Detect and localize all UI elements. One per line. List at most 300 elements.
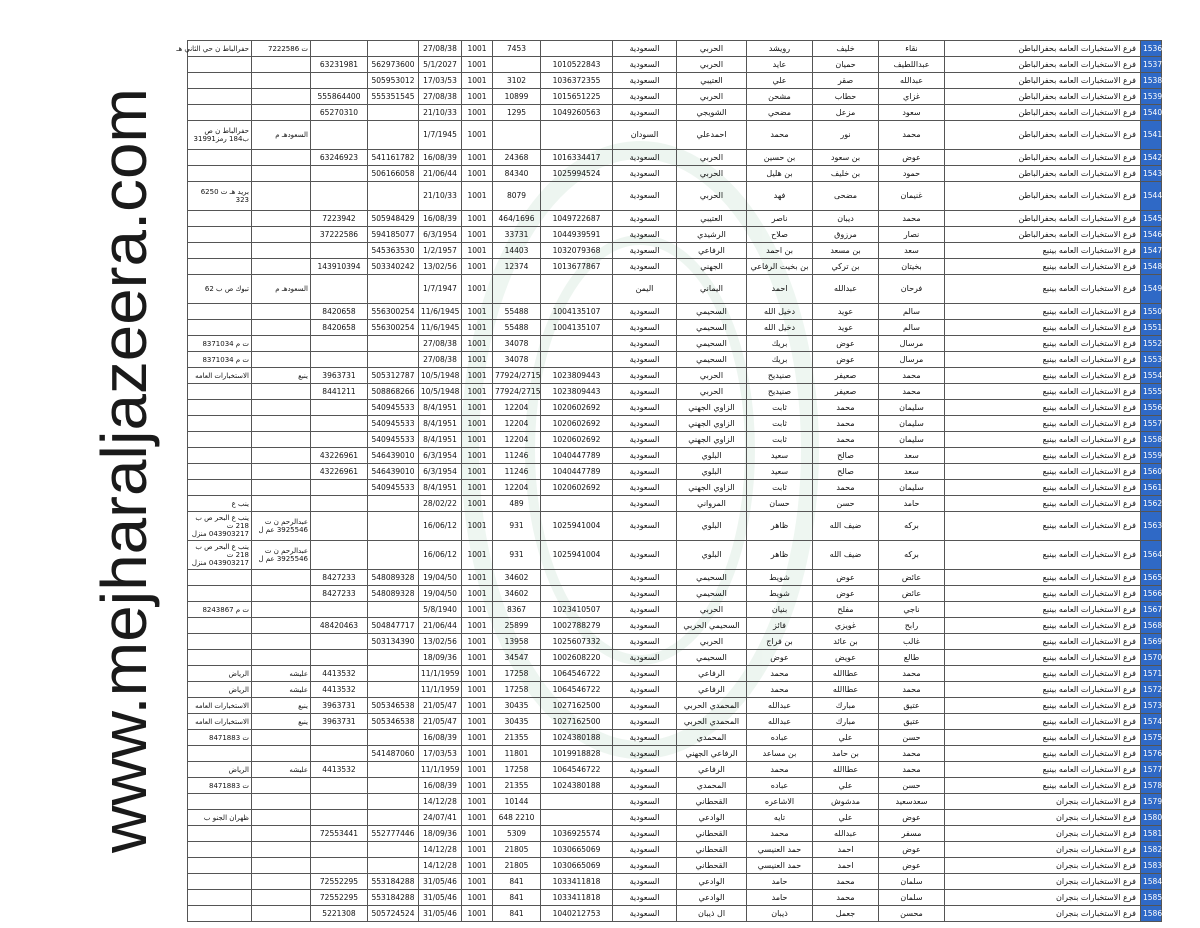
cell-f2: 1001: [462, 448, 493, 464]
cell-n: 1560: [1141, 464, 1162, 480]
cell-f1: 21355: [493, 778, 541, 794]
cell-branch: فرع الاستخبارات العامه بينبع: [945, 541, 1141, 570]
cell-f2: 1001: [462, 259, 493, 275]
cell-name3: عباده: [747, 778, 813, 794]
cell-p2: 63231981: [311, 57, 368, 73]
cell-n: 1584: [1141, 874, 1162, 890]
cell-name1: مرسال: [879, 352, 945, 368]
cell-p1: 508868266: [368, 384, 419, 400]
cell-p1: 545363530: [368, 243, 419, 259]
cell-n: 1580: [1141, 810, 1162, 826]
cell-n: 1558: [1141, 432, 1162, 448]
cell-id: 1023809443: [541, 384, 613, 400]
cell-f2: 1001: [462, 211, 493, 227]
cell-c2: [188, 105, 252, 121]
cell-n: 1557: [1141, 416, 1162, 432]
cell-c1: [252, 150, 311, 166]
cell-branch: فرع الاستخبارات بنجران: [945, 842, 1141, 858]
cell-f2: 1001: [462, 762, 493, 778]
cell-c1: السعودهـ م: [252, 121, 311, 150]
cell-f2: 1001: [462, 826, 493, 842]
table-row: [188, 762, 1162, 778]
cell-n: 1550: [1141, 304, 1162, 320]
cell-f2: 1001: [462, 842, 493, 858]
cell-branch: فرع الاستخبارات العامه بينبع: [945, 730, 1141, 746]
cell-c2: ظهران الجنو ب: [188, 810, 252, 826]
cell-nat: السعودية: [613, 41, 677, 57]
cell-name1: حسن: [879, 778, 945, 794]
cell-p1: 505312787: [368, 368, 419, 384]
cell-name1: عتيق: [879, 714, 945, 730]
cell-name1: فرحان: [879, 275, 945, 304]
cell-id: [541, 336, 613, 352]
cell-c2: الرياض: [188, 666, 252, 682]
cell-name1: سعد: [879, 448, 945, 464]
cell-name1: عتيق: [879, 698, 945, 714]
cell-name1: سعدسعيد: [879, 794, 945, 810]
cell-p1: [368, 650, 419, 666]
cell-nat: السعودية: [613, 336, 677, 352]
cell-date: 14/12/28: [419, 858, 462, 874]
cell-id: [541, 810, 613, 826]
cell-c2: [188, 480, 252, 496]
cell-c1: [252, 416, 311, 432]
cell-date: 31/05/46: [419, 906, 462, 922]
cell-p1: [368, 666, 419, 682]
table-row: [188, 368, 1162, 384]
cell-name1: غنيمان: [879, 182, 945, 211]
cell-f2: 1001: [462, 150, 493, 166]
cell-f2: 1001: [462, 874, 493, 890]
cell-p1: 505948429: [368, 211, 419, 227]
cell-name3: بريك: [747, 352, 813, 368]
cell-n: 1577: [1141, 762, 1162, 778]
cell-p1: 503134390: [368, 634, 419, 650]
cell-f1: 11246: [493, 464, 541, 480]
cell-c1: [252, 336, 311, 352]
cell-name1: سعود: [879, 105, 945, 121]
cell-f1: 77924/2715: [493, 384, 541, 400]
cell-p1: 556300254: [368, 320, 419, 336]
cell-branch: فرع الاستخبارات العامه بينبع: [945, 714, 1141, 730]
cell-branch: فرع الاستخبارات العامه بينبع: [945, 634, 1141, 650]
cell-c1: ينبع: [252, 698, 311, 714]
cell-id: 1033411818: [541, 890, 613, 906]
cell-c1: [252, 826, 311, 842]
cell-p2: 43226961: [311, 464, 368, 480]
cell-branch: فرع الاستخبارات العامه بينبع: [945, 650, 1141, 666]
cell-name3: علي: [747, 73, 813, 89]
cell-nat: السعودية: [613, 682, 677, 698]
table-row: [188, 41, 1162, 57]
cell-nat: السعودية: [613, 586, 677, 602]
cell-p1: 562973600: [368, 57, 419, 73]
cell-f2: 1001: [462, 714, 493, 730]
cell-c2: الاستخبارات العامه: [188, 368, 252, 384]
cell-name1: عائض: [879, 570, 945, 586]
cell-f2: 1001: [462, 105, 493, 121]
cell-date: 19/04/50: [419, 570, 462, 586]
cell-family: الحربي: [677, 634, 747, 650]
cell-date: 1/7/1945: [419, 121, 462, 150]
cell-name1: عبداللطيف: [879, 57, 945, 73]
cell-name1: سلمان: [879, 874, 945, 890]
cell-family: الجهني: [677, 259, 747, 275]
cell-nat: السعودية: [613, 352, 677, 368]
cell-name1: سليمان: [879, 416, 945, 432]
cell-c1: ينبع: [252, 714, 311, 730]
cell-name1: سالم: [879, 320, 945, 336]
cell-name2: عويد: [813, 320, 879, 336]
cell-branch: فرع الاستخبارات العامه بينبع: [945, 352, 1141, 368]
cell-p1: [368, 275, 419, 304]
cell-family: الحربي: [677, 602, 747, 618]
cell-name3: عوض: [747, 650, 813, 666]
cell-family: البلوي: [677, 541, 747, 570]
cell-branch: فرع الاستخبارات العامه بينبع: [945, 570, 1141, 586]
cell-f2: 1001: [462, 57, 493, 73]
cell-n: 1585: [1141, 890, 1162, 906]
cell-f1: 648 2210: [493, 810, 541, 826]
cell-f2: 1001: [462, 166, 493, 182]
cell-name1: محمد: [879, 211, 945, 227]
cell-f1: 17258: [493, 762, 541, 778]
cell-family: الزاوي الجهني: [677, 416, 747, 432]
cell-p1: 540945533: [368, 416, 419, 432]
cell-name3: محمد: [747, 762, 813, 778]
cell-c1: عبدالرحم ن ت 3925546 عم ل: [252, 541, 311, 570]
cell-nat: السعودية: [613, 182, 677, 211]
cell-c1: [252, 304, 311, 320]
cell-family: السحيمي: [677, 650, 747, 666]
cell-c1: [252, 746, 311, 762]
cell-family: الرشيدي: [677, 227, 747, 243]
cell-nat: السعودية: [613, 259, 677, 275]
cell-date: 16/06/12: [419, 541, 462, 570]
cell-id: 1019918828: [541, 746, 613, 762]
cell-p2: 43226961: [311, 448, 368, 464]
cell-date: 8/4/1951: [419, 416, 462, 432]
cell-family: الحربي: [677, 89, 747, 105]
cell-name1: محمد: [879, 368, 945, 384]
cell-name2: محمد: [813, 432, 879, 448]
cell-nat: السودان: [613, 121, 677, 150]
cell-nat: السعودية: [613, 634, 677, 650]
cell-n: 1555: [1141, 384, 1162, 400]
cell-branch: فرع الاستخبارات بنجران: [945, 906, 1141, 922]
cell-c2: [188, 89, 252, 105]
cell-c2: الرياض: [188, 682, 252, 698]
cell-family: الوادعي: [677, 810, 747, 826]
cell-f2: 1001: [462, 778, 493, 794]
cell-name3: احمد: [747, 275, 813, 304]
table-row: [188, 304, 1162, 320]
cell-date: 6/3/1954: [419, 227, 462, 243]
cell-c1: [252, 166, 311, 182]
cell-name3: حامد: [747, 874, 813, 890]
cell-p2: 72552295: [311, 874, 368, 890]
cell-p2: [311, 810, 368, 826]
cell-n: 1541: [1141, 121, 1162, 150]
cell-name1: طالع: [879, 650, 945, 666]
cell-n: 1536: [1141, 41, 1162, 57]
cell-family: الرفاعي: [677, 243, 747, 259]
records-sheet: [176, 40, 1163, 922]
cell-c1: [252, 243, 311, 259]
cell-name1: بخيتان: [879, 259, 945, 275]
cell-n: 1564: [1141, 541, 1162, 570]
cell-f2: 1001: [462, 41, 493, 57]
cell-n: 1551: [1141, 320, 1162, 336]
cell-family: ال ذيبان: [677, 906, 747, 922]
cell-date: 1/2/1957: [419, 243, 462, 259]
cell-name2: علي: [813, 778, 879, 794]
cell-n: 1572: [1141, 682, 1162, 698]
cell-date: 16/08/39: [419, 730, 462, 746]
cell-name3: صنيديح: [747, 384, 813, 400]
cell-family: الرفاعي الجهني: [677, 746, 747, 762]
cell-nat: السعودية: [613, 650, 677, 666]
cell-name3: دخيل الله: [747, 320, 813, 336]
cell-date: 28/02/22: [419, 496, 462, 512]
cell-id: 1044939591: [541, 227, 613, 243]
cell-f1: 8367: [493, 602, 541, 618]
cell-c1: [252, 618, 311, 634]
cell-f2: 1001: [462, 586, 493, 602]
cell-n: 1537: [1141, 57, 1162, 73]
cell-f1: [493, 275, 541, 304]
cell-f2: 1001: [462, 512, 493, 541]
cell-p1: 555351545: [368, 89, 419, 105]
cell-c2: ينب ع البحر ص ب 218 ت 043903217 منزل: [188, 541, 252, 570]
cell-c1: [252, 352, 311, 368]
cell-nat: السعودية: [613, 512, 677, 541]
cell-name2: عوض: [813, 352, 879, 368]
cell-c2: [188, 320, 252, 336]
cell-f1: 5309: [493, 826, 541, 842]
cell-n: 1546: [1141, 227, 1162, 243]
cell-c2: [188, 400, 252, 416]
cell-c1: عليشه: [252, 666, 311, 682]
cell-family: البلوي: [677, 448, 747, 464]
cell-c2: [188, 874, 252, 890]
cell-n: 1581: [1141, 826, 1162, 842]
cell-f1: 21805: [493, 842, 541, 858]
table-row: [188, 166, 1162, 182]
cell-nat: السعودية: [613, 89, 677, 105]
cell-name3: حسان: [747, 496, 813, 512]
cell-c1: [252, 227, 311, 243]
watermark-svg: [78, 88, 178, 853]
cell-date: 21/10/33: [419, 105, 462, 121]
cell-family: السحيمي: [677, 586, 747, 602]
cell-p1: 540945533: [368, 400, 419, 416]
cell-c1: [252, 89, 311, 105]
cell-name2: عطاالله: [813, 762, 879, 778]
cell-id: 1020602692: [541, 480, 613, 496]
cell-p2: 4413532: [311, 682, 368, 698]
cell-p2: [311, 166, 368, 182]
cell-p2: 3963731: [311, 714, 368, 730]
cell-f1: 30435: [493, 698, 541, 714]
table-row: [188, 512, 1162, 541]
cell-date: 18/09/36: [419, 826, 462, 842]
cell-branch: فرع الاستخبارات العامه بينبع: [945, 746, 1141, 762]
cell-c1: [252, 496, 311, 512]
cell-f1: 841: [493, 874, 541, 890]
cell-id: 1024380188: [541, 778, 613, 794]
cell-nat: اليمن: [613, 275, 677, 304]
cell-c1: [252, 73, 311, 89]
cell-name2: احمد: [813, 842, 879, 858]
cell-name1: محمد: [879, 682, 945, 698]
cell-p1: [368, 541, 419, 570]
cell-name3: محمد: [747, 682, 813, 698]
cell-branch: فرع الاستخبارات العامه بحفرالباطن: [945, 57, 1141, 73]
cell-n: 1548: [1141, 259, 1162, 275]
cell-n: 1559: [1141, 448, 1162, 464]
cell-nat: السعودية: [613, 618, 677, 634]
cell-p1: [368, 810, 419, 826]
cell-id: 1015651225: [541, 89, 613, 105]
cell-id: 1064546722: [541, 682, 613, 698]
cell-name1: عوض: [879, 810, 945, 826]
cell-branch: فرع الاستخبارات العامه بينبع: [945, 480, 1141, 496]
cell-f2: 1001: [462, 336, 493, 352]
cell-id: [541, 41, 613, 57]
cell-name2: عويد: [813, 304, 879, 320]
cell-p1: [368, 858, 419, 874]
cell-nat: السعودية: [613, 730, 677, 746]
cell-date: 27/08/38: [419, 41, 462, 57]
cell-name1: سليمان: [879, 400, 945, 416]
cell-p2: 72553441: [311, 826, 368, 842]
cell-n: 1556: [1141, 400, 1162, 416]
table-row: [188, 336, 1162, 352]
cell-name3: تايه: [747, 810, 813, 826]
cell-c1: [252, 570, 311, 586]
cell-nat: السعودية: [613, 762, 677, 778]
cell-id: 1025607332: [541, 634, 613, 650]
table-row: [188, 746, 1162, 762]
cell-name2: غويزي: [813, 618, 879, 634]
cell-branch: فرع الاستخبارات العامه بينبع: [945, 368, 1141, 384]
cell-family: المحمدي: [677, 778, 747, 794]
cell-name2: بن تركي: [813, 259, 879, 275]
cell-id: [541, 352, 613, 368]
cell-c2: [188, 618, 252, 634]
cell-nat: السعودية: [613, 432, 677, 448]
cell-p2: [311, 512, 368, 541]
cell-nat: السعودية: [613, 778, 677, 794]
cell-name2: صقر: [813, 73, 879, 89]
cell-c1: [252, 650, 311, 666]
cell-nat: السعودية: [613, 57, 677, 73]
cell-p2: [311, 634, 368, 650]
cell-name1: محمد: [879, 121, 945, 150]
cell-f1: 24368: [493, 150, 541, 166]
cell-c2: [188, 448, 252, 464]
cell-family: المحمدي الحربي: [677, 714, 747, 730]
cell-id: 1049260563: [541, 105, 613, 121]
cell-family: القحطاني: [677, 842, 747, 858]
cell-branch: فرع الاستخبارات العامه بينبع: [945, 243, 1141, 259]
cell-family: السحيمي: [677, 320, 747, 336]
cell-f1: 12204: [493, 416, 541, 432]
cell-name1: سلمان: [879, 890, 945, 906]
cell-name3: ثابت: [747, 416, 813, 432]
cell-name3: بن فراج: [747, 634, 813, 650]
cell-date: 24/07/41: [419, 810, 462, 826]
cell-c2: ت م 8243867: [188, 602, 252, 618]
cell-name2: بن مسعد: [813, 243, 879, 259]
cell-branch: فرع الاستخبارات العامه بحفرالباطن: [945, 150, 1141, 166]
cell-c1: [252, 57, 311, 73]
cell-branch: فرع الاستخبارات بنجران: [945, 810, 1141, 826]
table-row: [188, 432, 1162, 448]
cell-p2: [311, 778, 368, 794]
cell-id: 1010522843: [541, 57, 613, 73]
table-row: [188, 698, 1162, 714]
cell-branch: فرع الاستخبارات العامه بينبع: [945, 320, 1141, 336]
table-row: [188, 602, 1162, 618]
cell-n: 1543: [1141, 166, 1162, 182]
cell-date: 27/08/38: [419, 352, 462, 368]
cell-family: القحطاني: [677, 794, 747, 810]
cell-f1: 841: [493, 906, 541, 922]
table-row: [188, 810, 1162, 826]
cell-family: المحمدي: [677, 730, 747, 746]
cell-nat: السعودية: [613, 746, 677, 762]
cell-p2: [311, 243, 368, 259]
cell-name3: مشحن: [747, 89, 813, 105]
cell-date: 21/06/44: [419, 166, 462, 182]
cell-name2: بن خليف: [813, 166, 879, 182]
cell-c1: [252, 602, 311, 618]
cell-p1: 553184288: [368, 874, 419, 890]
table-row: [188, 105, 1162, 121]
cell-id: [541, 586, 613, 602]
cell-nat: السعودية: [613, 698, 677, 714]
cell-p2: 65270310: [311, 105, 368, 121]
cell-nat: السعودية: [613, 874, 677, 890]
cell-f1: 464/1696: [493, 211, 541, 227]
cell-p1: [368, 682, 419, 698]
cell-p2: [311, 182, 368, 211]
cell-f1: 12204: [493, 480, 541, 496]
cell-n: 1574: [1141, 714, 1162, 730]
cell-name1: نقاء: [879, 41, 945, 57]
cell-p2: [311, 496, 368, 512]
cell-family: البلوي: [677, 464, 747, 480]
cell-p1: [368, 121, 419, 150]
cell-c2: [188, 634, 252, 650]
cell-p2: 555864400: [311, 89, 368, 105]
cell-f2: 1001: [462, 858, 493, 874]
table-row: [188, 826, 1162, 842]
cell-n: 1562: [1141, 496, 1162, 512]
cell-name3: بريك: [747, 336, 813, 352]
cell-name3: سعيد: [747, 448, 813, 464]
cell-c1: [252, 842, 311, 858]
cell-date: 17/03/53: [419, 746, 462, 762]
cell-c2: [188, 384, 252, 400]
cell-p2: [311, 842, 368, 858]
cell-name2: مزعل: [813, 105, 879, 121]
cell-name3: محمد: [747, 666, 813, 682]
cell-p2: [311, 336, 368, 352]
cell-id: 1002608220: [541, 650, 613, 666]
